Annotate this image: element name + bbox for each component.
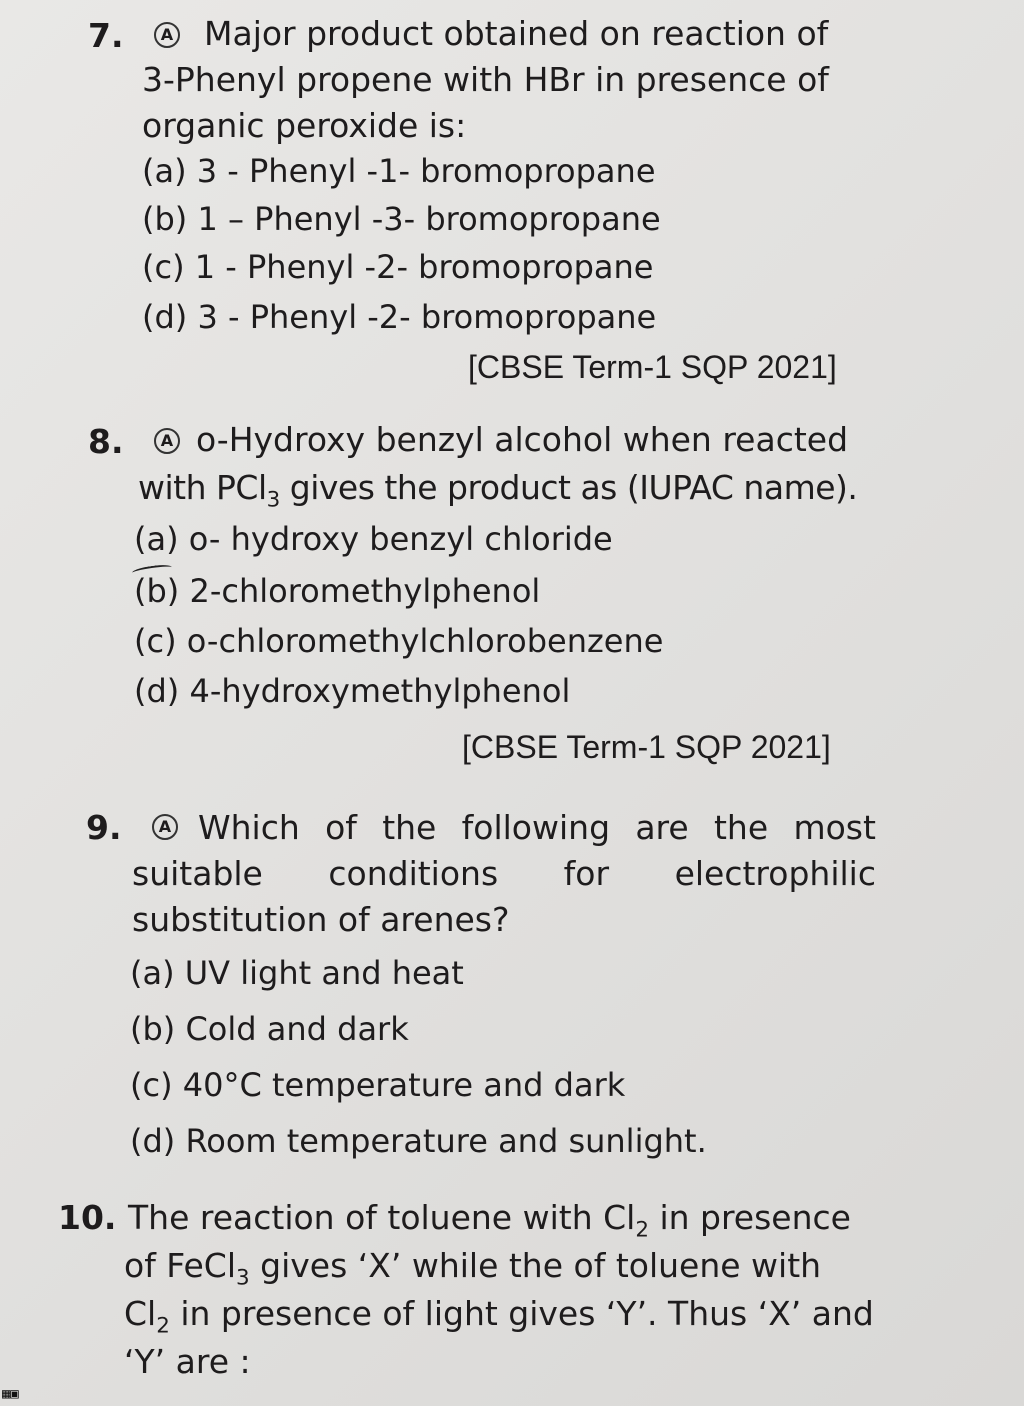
option-text: o-chloromethylchlorobenzene: [186, 622, 664, 660]
source-reference: [CBSE Term-1 SQP 2021]: [468, 349, 837, 385]
option-label: (a): [134, 520, 179, 558]
option-text: 4-hydroxymethylphenol: [189, 672, 571, 710]
question-stem-line: with PCl$_3$ gives the product as (IUPAC name).: [138, 468, 858, 513]
question-stem-line: $Cl_2$ in presence of light gives ‘Y’. Thus ‘X’ and: [124, 1294, 874, 1339]
option-text: 2-chloromethylphenol: [189, 572, 541, 610]
question-stem-line: Which of the following are the most: [198, 808, 876, 847]
option-text: 3 - Phenyl -2- bromopropane: [197, 298, 657, 336]
question-number: 8.: [88, 422, 124, 461]
option-label: (c): [134, 622, 177, 660]
hand-drawn-circle-mark: A: [154, 22, 180, 48]
option-label: (b): [130, 1010, 176, 1048]
option-label: (d): [130, 1122, 176, 1160]
option-b: [130, 1008, 409, 1050]
option-label: (a): [130, 954, 175, 992]
question-stem-line: organic peroxide is:: [142, 106, 467, 145]
option-text: 40°C temperature and dark: [182, 1066, 626, 1104]
option-text: o- hydroxy benzyl chloride: [188, 520, 613, 558]
option-d: [142, 296, 656, 338]
option-label: (c): [142, 248, 185, 286]
hand-drawn-circle-mark: A: [152, 814, 178, 840]
option-text: 1 - Phenyl -2- bromopropane: [194, 248, 654, 286]
option-c: [134, 620, 663, 662]
qr-code-icon: ▦▣: [2, 1386, 19, 1402]
option-c: [142, 246, 653, 288]
option-text: Cold and dark: [185, 1010, 409, 1048]
option-d: [130, 1120, 707, 1162]
question-number: 7.: [88, 16, 124, 55]
option-label: (d): [142, 298, 188, 336]
show-through-text: [60, 245, 82, 337]
option-label: (d): [134, 672, 180, 710]
question-stem-line: of FeCl$_3$ gives ‘X’ while the of toluene with: [124, 1246, 822, 1291]
question-number: 9.: [86, 808, 122, 847]
option-label: (b): [134, 572, 180, 610]
question-number: 10.: [58, 1198, 117, 1237]
option-b: [142, 198, 661, 240]
option-d: [134, 670, 570, 712]
question-stem-line: suitable conditions for electrophilic: [132, 854, 876, 893]
question-stem-line: o-Hydroxy benzyl alcohol when reacted: [196, 420, 849, 459]
option-label: (b): [142, 200, 188, 238]
question-stem-line: Major product obtained on reaction of: [204, 14, 829, 53]
question-stem-line: substitution of arenes?: [132, 900, 510, 939]
option-text: 1 – Phenyl -3- bromopropane: [197, 200, 661, 238]
option-c: [130, 1064, 625, 1106]
option-text: Room temperature and sunlight.: [185, 1122, 707, 1160]
option-text: 3 - Phenyl -1- bromopropane: [196, 152, 656, 190]
option-a: [130, 952, 464, 994]
option-label: (a): [142, 152, 187, 190]
source-reference: [CBSE Term-1 SQP 2021]: [462, 729, 831, 765]
option-a: [142, 150, 656, 192]
question-stem-line: The reaction of toluene with $Cl_2$ in presence: [128, 1198, 851, 1243]
option-b: [134, 570, 540, 612]
option-a: [134, 518, 613, 560]
question-stem-line: 3-Phenyl propene with HBr in presence of: [142, 60, 829, 99]
question-stem-line: ‘Y’ are :: [124, 1342, 251, 1381]
option-text: UV light and heat: [184, 954, 464, 992]
option-label: (c): [130, 1066, 173, 1104]
hand-drawn-circle-mark: A: [154, 428, 180, 454]
